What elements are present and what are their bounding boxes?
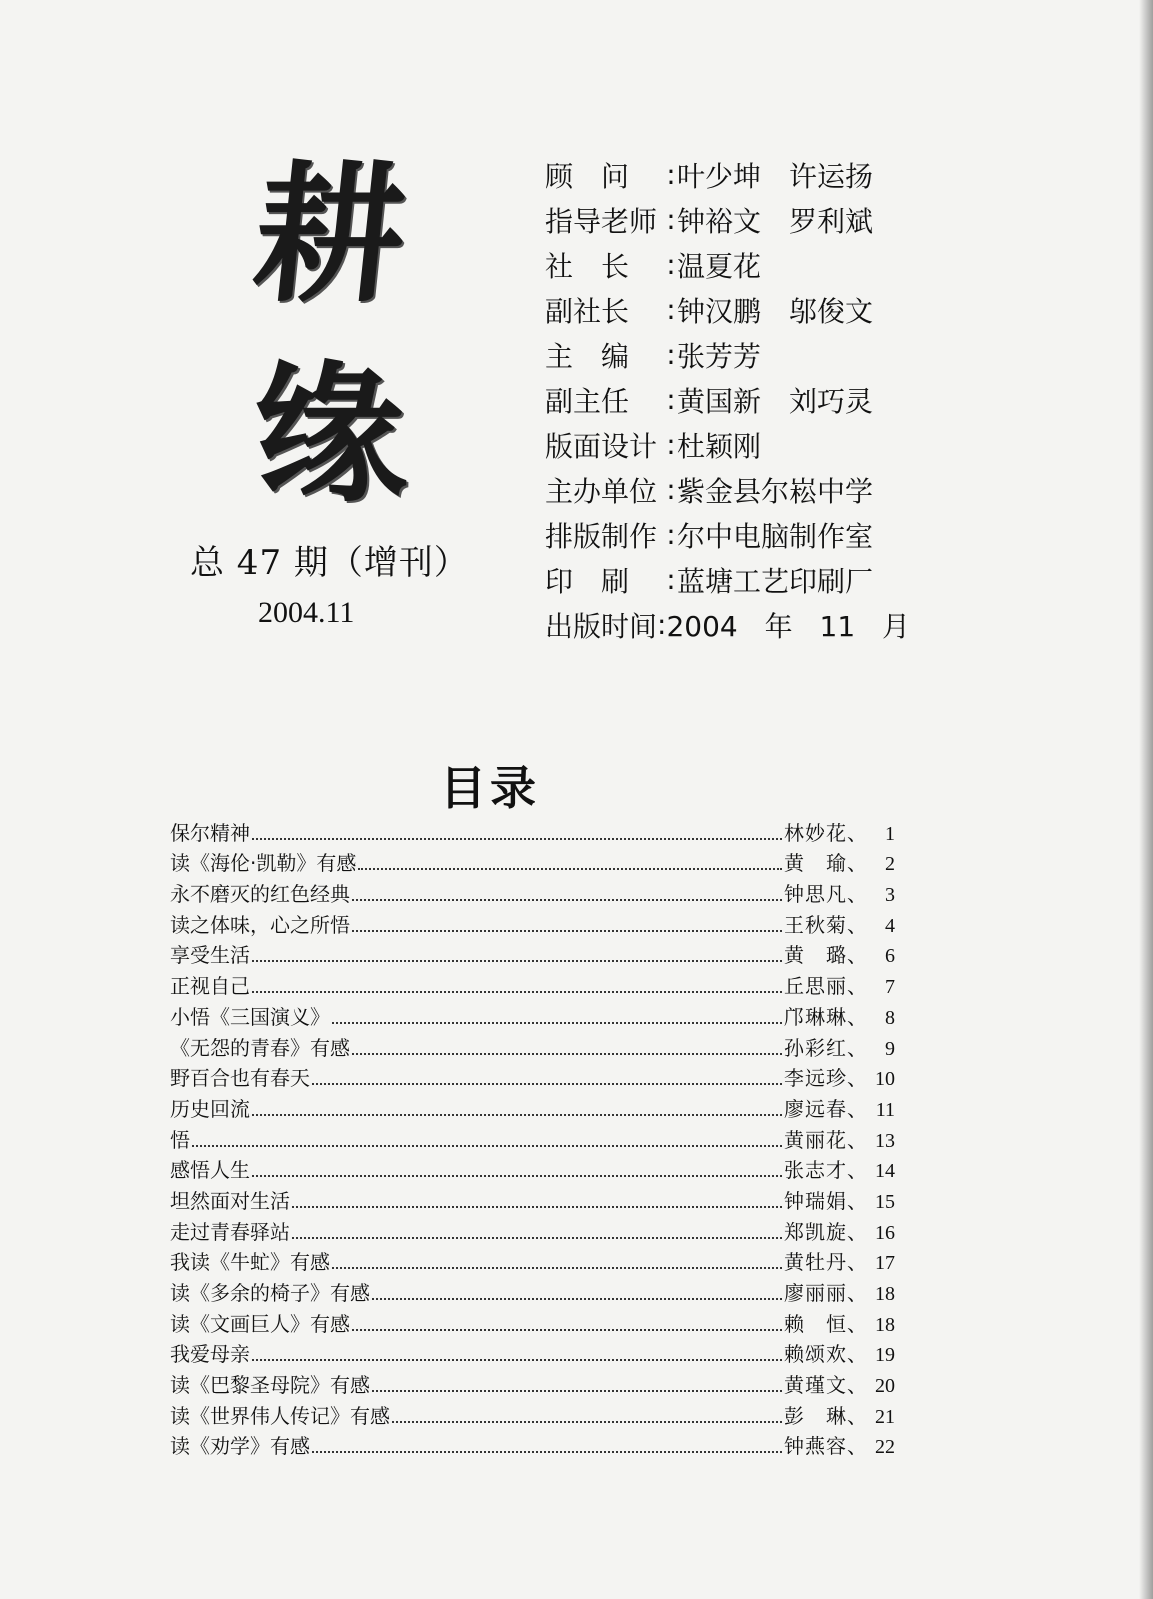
toc-leader-dots	[358, 868, 782, 870]
toc-leader-dots	[252, 960, 782, 962]
toc-entry-author: 廖远春	[784, 1096, 847, 1121]
toc-entry-page: 21	[875, 1405, 895, 1428]
toc-entry[interactable]	[170, 1337, 895, 1368]
toc-entry-author: 黄牡丹	[784, 1250, 847, 1275]
toc-separator: 、	[847, 1096, 867, 1121]
toc-entry-author: 黄 瑜	[784, 851, 847, 876]
staff-names: 紫金县尔崧中学	[677, 474, 874, 508]
toc-leader-dots	[352, 930, 782, 932]
toc-separator: 、	[847, 820, 867, 845]
toc-entry[interactable]	[170, 1245, 895, 1276]
toc-entry-title: 感悟人生	[170, 1158, 250, 1183]
toc-separator: 、	[847, 1219, 867, 1244]
staff-colon: :	[666, 338, 676, 371]
issue-number: 总 47 期（增刊）	[190, 543, 469, 583]
staff-names: 尔中电脑制作室	[677, 519, 874, 553]
staff-row	[545, 377, 905, 422]
toc-entry-title: 读《世界伟人传记》有感	[170, 1403, 390, 1428]
toc-leader-dots	[192, 1145, 782, 1147]
staff-row	[545, 197, 905, 242]
toc-entry-title: 《无怨的青春》有感	[170, 1035, 350, 1060]
toc-entry-title: 小悟《三国演义》	[170, 1004, 330, 1029]
toc-entry-author: 钟瑞娟	[784, 1188, 847, 1213]
toc-separator: 、	[847, 1281, 867, 1305]
toc-entry-title: 保尔精神	[170, 820, 250, 845]
toc-separator: 、	[847, 974, 867, 999]
toc-entry[interactable]	[170, 1429, 895, 1460]
toc-entry-author: 钟燕容	[784, 1434, 847, 1459]
toc-entry-author: 黄 璐	[784, 943, 847, 968]
toc-leader-dots	[352, 899, 782, 901]
toc-leader-dots	[312, 1083, 782, 1085]
toc-entry-author: 丘思丽	[784, 974, 847, 999]
toc-entry[interactable]	[170, 1061, 895, 1092]
toc-entry-page: 15	[875, 1190, 895, 1213]
staff-row	[545, 422, 905, 467]
toc-entry-page: 6	[885, 945, 895, 968]
toc-leader-dots	[372, 1390, 782, 1392]
staff-role: 版面设计	[545, 429, 658, 463]
staff-colon: :	[666, 158, 676, 191]
toc-entry-author: 黄丽花	[784, 1127, 847, 1152]
toc-leader-dots	[312, 1451, 782, 1453]
staff-colon: :	[666, 473, 676, 506]
toc-separator: 、	[847, 1373, 867, 1398]
toc-entry-page: 20	[875, 1375, 895, 1398]
toc-leader-dots	[352, 1329, 782, 1331]
toc-entry-author: 赖颂欢	[784, 1342, 847, 1367]
toc-entry[interactable]	[170, 1030, 895, 1061]
staff-names: 叶少坤 许运扬	[677, 159, 874, 193]
toc-leader-dots	[392, 1421, 782, 1423]
toc-entry-page: 18	[875, 1283, 895, 1305]
issue-date: 2004.11	[258, 596, 355, 629]
staff-role: 顾 问	[545, 159, 630, 193]
toc-entry-author: 邝琳琳	[784, 1004, 847, 1029]
staff-names: 钟裕文 罗利斌	[677, 204, 874, 238]
toc-leader-dots	[252, 1114, 782, 1116]
toc-entry-author: 李远珍	[784, 1066, 847, 1091]
toc-entry-page: 18	[875, 1313, 895, 1336]
toc-entry-author: 林妙花	[784, 820, 847, 845]
toc-entry-page: 13	[875, 1129, 895, 1152]
staff-names: 2004 年 11 月	[666, 609, 911, 643]
toc-entry-title: 享受生活	[170, 943, 250, 968]
toc-entry-page: 17	[875, 1252, 895, 1275]
toc-entry[interactable]	[170, 1367, 895, 1398]
toc-entry[interactable]	[170, 1275, 895, 1306]
toc-entry-title: 读之体味，心之所悟	[170, 912, 350, 937]
toc-leader-dots	[252, 1359, 782, 1361]
title-calligraphy-char-2: 缘	[248, 347, 412, 523]
toc-leader-dots	[252, 838, 782, 840]
staff-role: 副主任	[545, 384, 630, 418]
staff-row	[545, 602, 911, 647]
staff-row	[545, 287, 905, 332]
staff-role: 印 刷	[545, 564, 630, 598]
toc-entry-page: 2	[885, 853, 895, 876]
staff-names: 蓝塘工艺印刷厂	[677, 564, 874, 598]
staff-row	[545, 512, 905, 557]
toc-entry-title: 我读《牛虻》有感	[170, 1250, 330, 1275]
toc-entry-page: 1	[885, 822, 895, 845]
staff-colon: :	[666, 428, 676, 461]
title-calligraphy-char-1: 耕	[245, 147, 415, 323]
toc-entry-author: 赖 恒	[784, 1311, 847, 1336]
toc-entry-author: 郑凯旋	[784, 1219, 847, 1244]
toc-separator: 、	[847, 1434, 867, 1459]
toc-entry-author: 廖丽丽	[784, 1281, 847, 1305]
staff-names: 钟汉鹏 邬俊文	[677, 294, 874, 328]
staff-colon: :	[657, 608, 667, 641]
table-of-contents	[170, 815, 895, 1459]
toc-separator: 、	[847, 1066, 867, 1091]
toc-entry-page: 16	[875, 1221, 895, 1244]
staff-row	[545, 152, 905, 197]
toc-leader-dots	[292, 1206, 782, 1208]
staff-names: 杜颖刚	[677, 429, 762, 463]
staff-role: 排版制作	[545, 519, 658, 553]
toc-entry-title: 坦然面对生活	[170, 1188, 290, 1213]
toc-entry-page: 7	[885, 976, 895, 999]
toc-entry-title: 正视自己	[170, 974, 250, 999]
toc-leader-dots	[252, 1175, 782, 1177]
toc-separator: 、	[847, 1403, 867, 1428]
toc-entry-author: 张志才	[784, 1158, 847, 1183]
staff-colon: :	[666, 563, 676, 596]
toc-entry[interactable]	[170, 1091, 895, 1122]
toc-entry[interactable]	[170, 1153, 895, 1184]
toc-entry-title: 读《海伦·凯勒》有感	[170, 851, 357, 876]
toc-entry[interactable]	[170, 938, 895, 969]
toc-entry-author: 彭 琳	[784, 1403, 847, 1428]
toc-separator: 、	[847, 1158, 867, 1183]
staff-row	[545, 242, 905, 287]
toc-leader-dots	[252, 991, 782, 993]
staff-colon: :	[666, 203, 676, 236]
toc-separator: 、	[847, 1004, 867, 1029]
toc-leader-dots	[292, 1237, 782, 1239]
staff-names: 张芳芳	[677, 339, 762, 373]
toc-entry[interactable]	[170, 1214, 895, 1245]
toc-entry-title: 野百合也有春天	[170, 1066, 310, 1091]
toc-separator: 、	[847, 1250, 867, 1275]
toc-separator: 、	[847, 912, 867, 937]
toc-entry[interactable]	[170, 968, 895, 999]
toc-leader-dots	[372, 1298, 782, 1300]
toc-entry-page: 4	[885, 914, 895, 937]
toc-separator: 、	[847, 882, 867, 907]
toc-separator: 、	[847, 1342, 867, 1367]
staff-colon: :	[666, 293, 676, 326]
page-edge-shadow	[1139, 0, 1153, 1599]
staff-role: 出版时间	[545, 609, 658, 643]
staff-row	[545, 467, 905, 512]
toc-entry[interactable]	[170, 999, 895, 1030]
staff-role: 主办单位	[545, 474, 658, 508]
toc-leader-dots	[332, 1022, 782, 1024]
staff-role: 指导老师	[545, 204, 658, 238]
toc-entry-page: 14	[875, 1160, 895, 1183]
toc-entry-page: 3	[885, 884, 895, 907]
toc-entry-page: 22	[875, 1436, 895, 1459]
toc-entry-page: 10	[875, 1068, 895, 1091]
staff-list	[545, 152, 911, 647]
toc-entry-title: 我爱母亲	[170, 1342, 250, 1367]
staff-colon: :	[666, 518, 676, 551]
toc-separator: 、	[847, 851, 867, 876]
toc-entry[interactable]	[170, 1122, 895, 1153]
toc-entry-title: 读《巴黎圣母院》有感	[170, 1373, 370, 1398]
staff-names: 黄国新 刘巧灵	[677, 384, 874, 418]
toc-entry-title: 悟	[170, 1127, 190, 1152]
staff-row	[545, 332, 905, 377]
toc-entry-author: 孙彩红	[784, 1035, 847, 1060]
toc-separator: 、	[847, 1127, 867, 1152]
toc-leader-dots	[332, 1267, 782, 1269]
toc-entry[interactable]	[170, 1398, 895, 1429]
toc-entry[interactable]	[170, 907, 895, 938]
toc-entry-title: 读《多余的椅子》有感	[170, 1281, 370, 1305]
toc-entry-title: 走过青春驿站	[170, 1219, 290, 1244]
staff-colon: :	[666, 383, 676, 416]
toc-separator: 、	[847, 1188, 867, 1213]
staff-role: 社 长	[545, 249, 630, 283]
toc-separator: 、	[847, 943, 867, 968]
toc-entry-title: 历史回流	[170, 1096, 250, 1121]
toc-entry[interactable]	[170, 815, 895, 846]
toc-entry-title: 永不磨灭的红色经典	[170, 882, 350, 907]
toc-entry-author: 王秋菊	[784, 912, 847, 937]
staff-names: 温夏花	[677, 249, 762, 283]
toc-entry-title: 读《文画巨人》有感	[170, 1311, 350, 1336]
toc-leader-dots	[352, 1053, 782, 1055]
toc-separator: 、	[847, 1035, 867, 1060]
toc-entry[interactable]	[170, 1306, 895, 1337]
toc-entry-title: 读《劝学》有感	[170, 1434, 310, 1459]
toc-entry-page: 11	[875, 1098, 895, 1121]
toc-separator: 、	[847, 1311, 867, 1336]
toc-entry-author: 黄瑾文	[784, 1373, 847, 1398]
toc-title: 目录	[440, 761, 540, 815]
toc-entry-page: 8	[885, 1006, 895, 1029]
staff-colon: :	[666, 248, 676, 281]
toc-entry-page: 9	[885, 1037, 895, 1060]
toc-entry[interactable]	[170, 846, 895, 877]
toc-entry-author: 钟思凡	[784, 882, 847, 907]
staff-row	[545, 557, 905, 602]
toc-entry-page: 19	[875, 1344, 895, 1367]
toc-entry[interactable]	[170, 1183, 895, 1214]
staff-role: 主 编	[545, 339, 630, 373]
staff-role: 副社长	[545, 294, 630, 328]
toc-entry[interactable]	[170, 876, 895, 907]
